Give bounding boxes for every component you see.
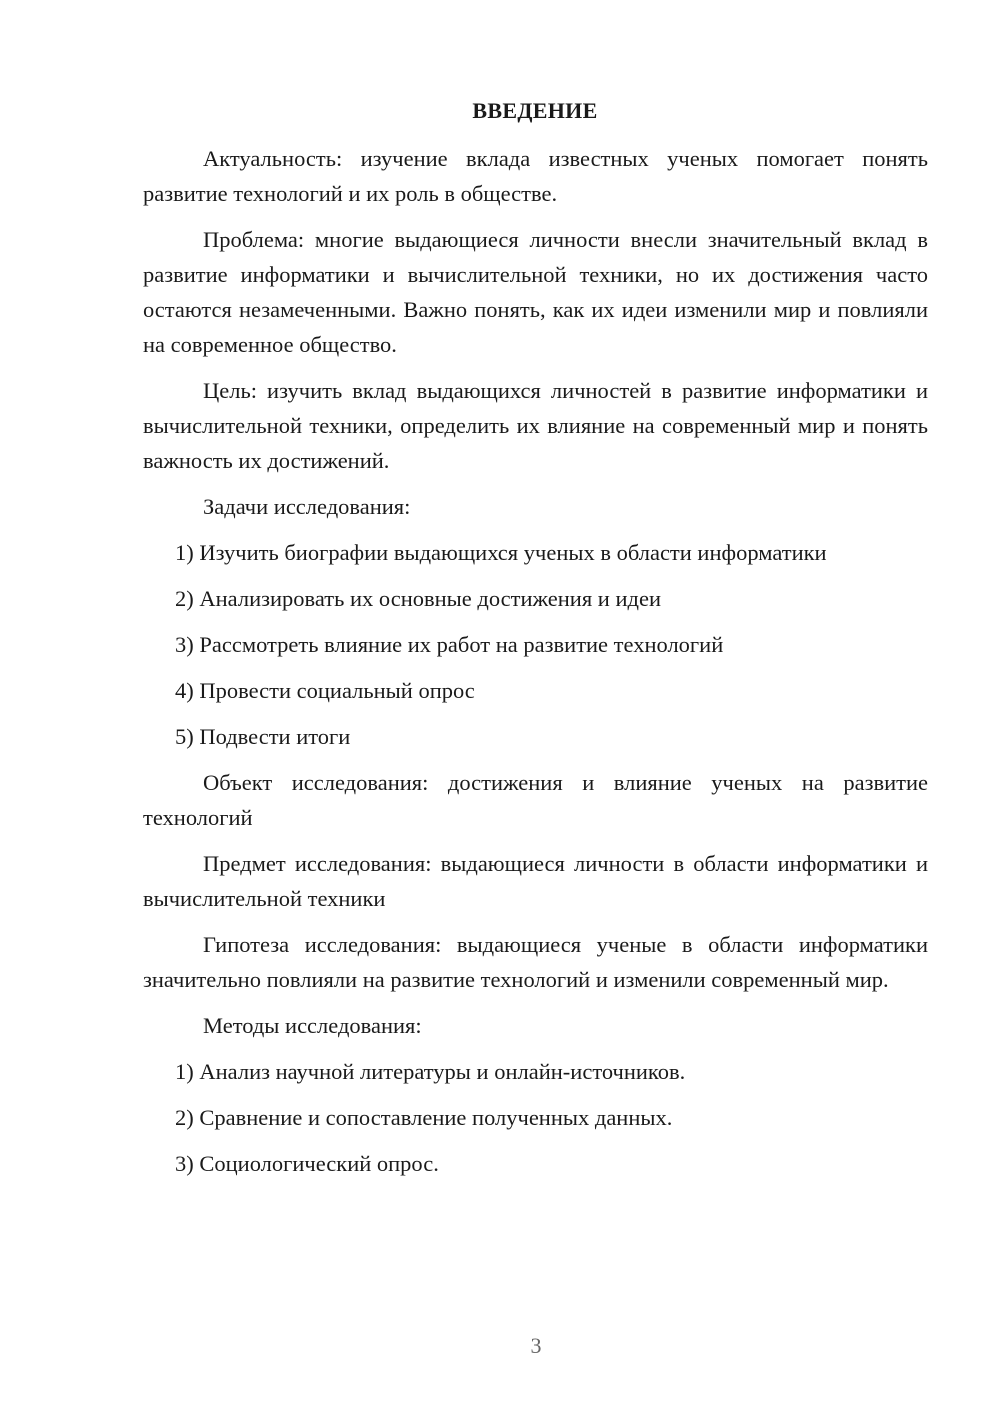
methods-list xyxy=(143,1054,928,1181)
method-item-2: 2) Сравнение и сопоставление полученных данных. xyxy=(175,1105,673,1130)
tasks-heading: Задачи исследования: xyxy=(203,494,411,519)
task-item-5: 5) Подвести итоги xyxy=(175,724,351,749)
methods-heading: Методы исследования: xyxy=(203,1013,422,1038)
relevance-paragraph: Актуальность: изучение вклада известных ученых помогает понять развитие технологий и их роль в обществе. xyxy=(143,146,928,206)
page-number: 3 xyxy=(530,1333,542,1358)
method-item-1: 1) Анализ научной литературы и онлайн-источников. xyxy=(175,1059,686,1084)
problem-paragraph: Проблема: многие выдающиеся личности внесли значительный вклад в развитие информатики и вычислительной техники, но их достижения часто остаются незамеченными. Важно понять, как их идеи изменили мир и повлияли на современное общество. xyxy=(143,227,928,357)
task-item-2: 2) Анализировать их основные достижения и идеи xyxy=(175,586,661,611)
page-title: ВВЕДЕНИЕ xyxy=(472,98,598,123)
task-item-1: 1) Изучить биографии выдающихся ученых в области информатики xyxy=(175,540,827,565)
hypothesis-paragraph: Гипотеза исследования: выдающиеся ученые в области информатики значительно повлияли на развитие технологий и изменили современный мир. xyxy=(143,932,928,992)
document-body xyxy=(143,141,928,1192)
object-paragraph: Объект исследования: достижения и влияние ученых на развитие технологий xyxy=(143,770,928,830)
tasks-list xyxy=(143,535,928,754)
method-item-3: 3) Социологический опрос. xyxy=(175,1151,439,1176)
subject-paragraph: Предмет исследования: выдающиеся личности в области информатики и вычислительной техники xyxy=(143,851,928,911)
task-item-4: 4) Провести социальный опрос xyxy=(175,678,475,703)
task-item-3: 3) Рассмотреть влияние их работ на развитие технологий xyxy=(175,632,724,657)
goal-paragraph: Цель: изучить вклад выдающихся личностей в развитие информатики и вычислительной техники, определить их влияние на современный мир и понять важность их достижений. xyxy=(143,378,928,473)
